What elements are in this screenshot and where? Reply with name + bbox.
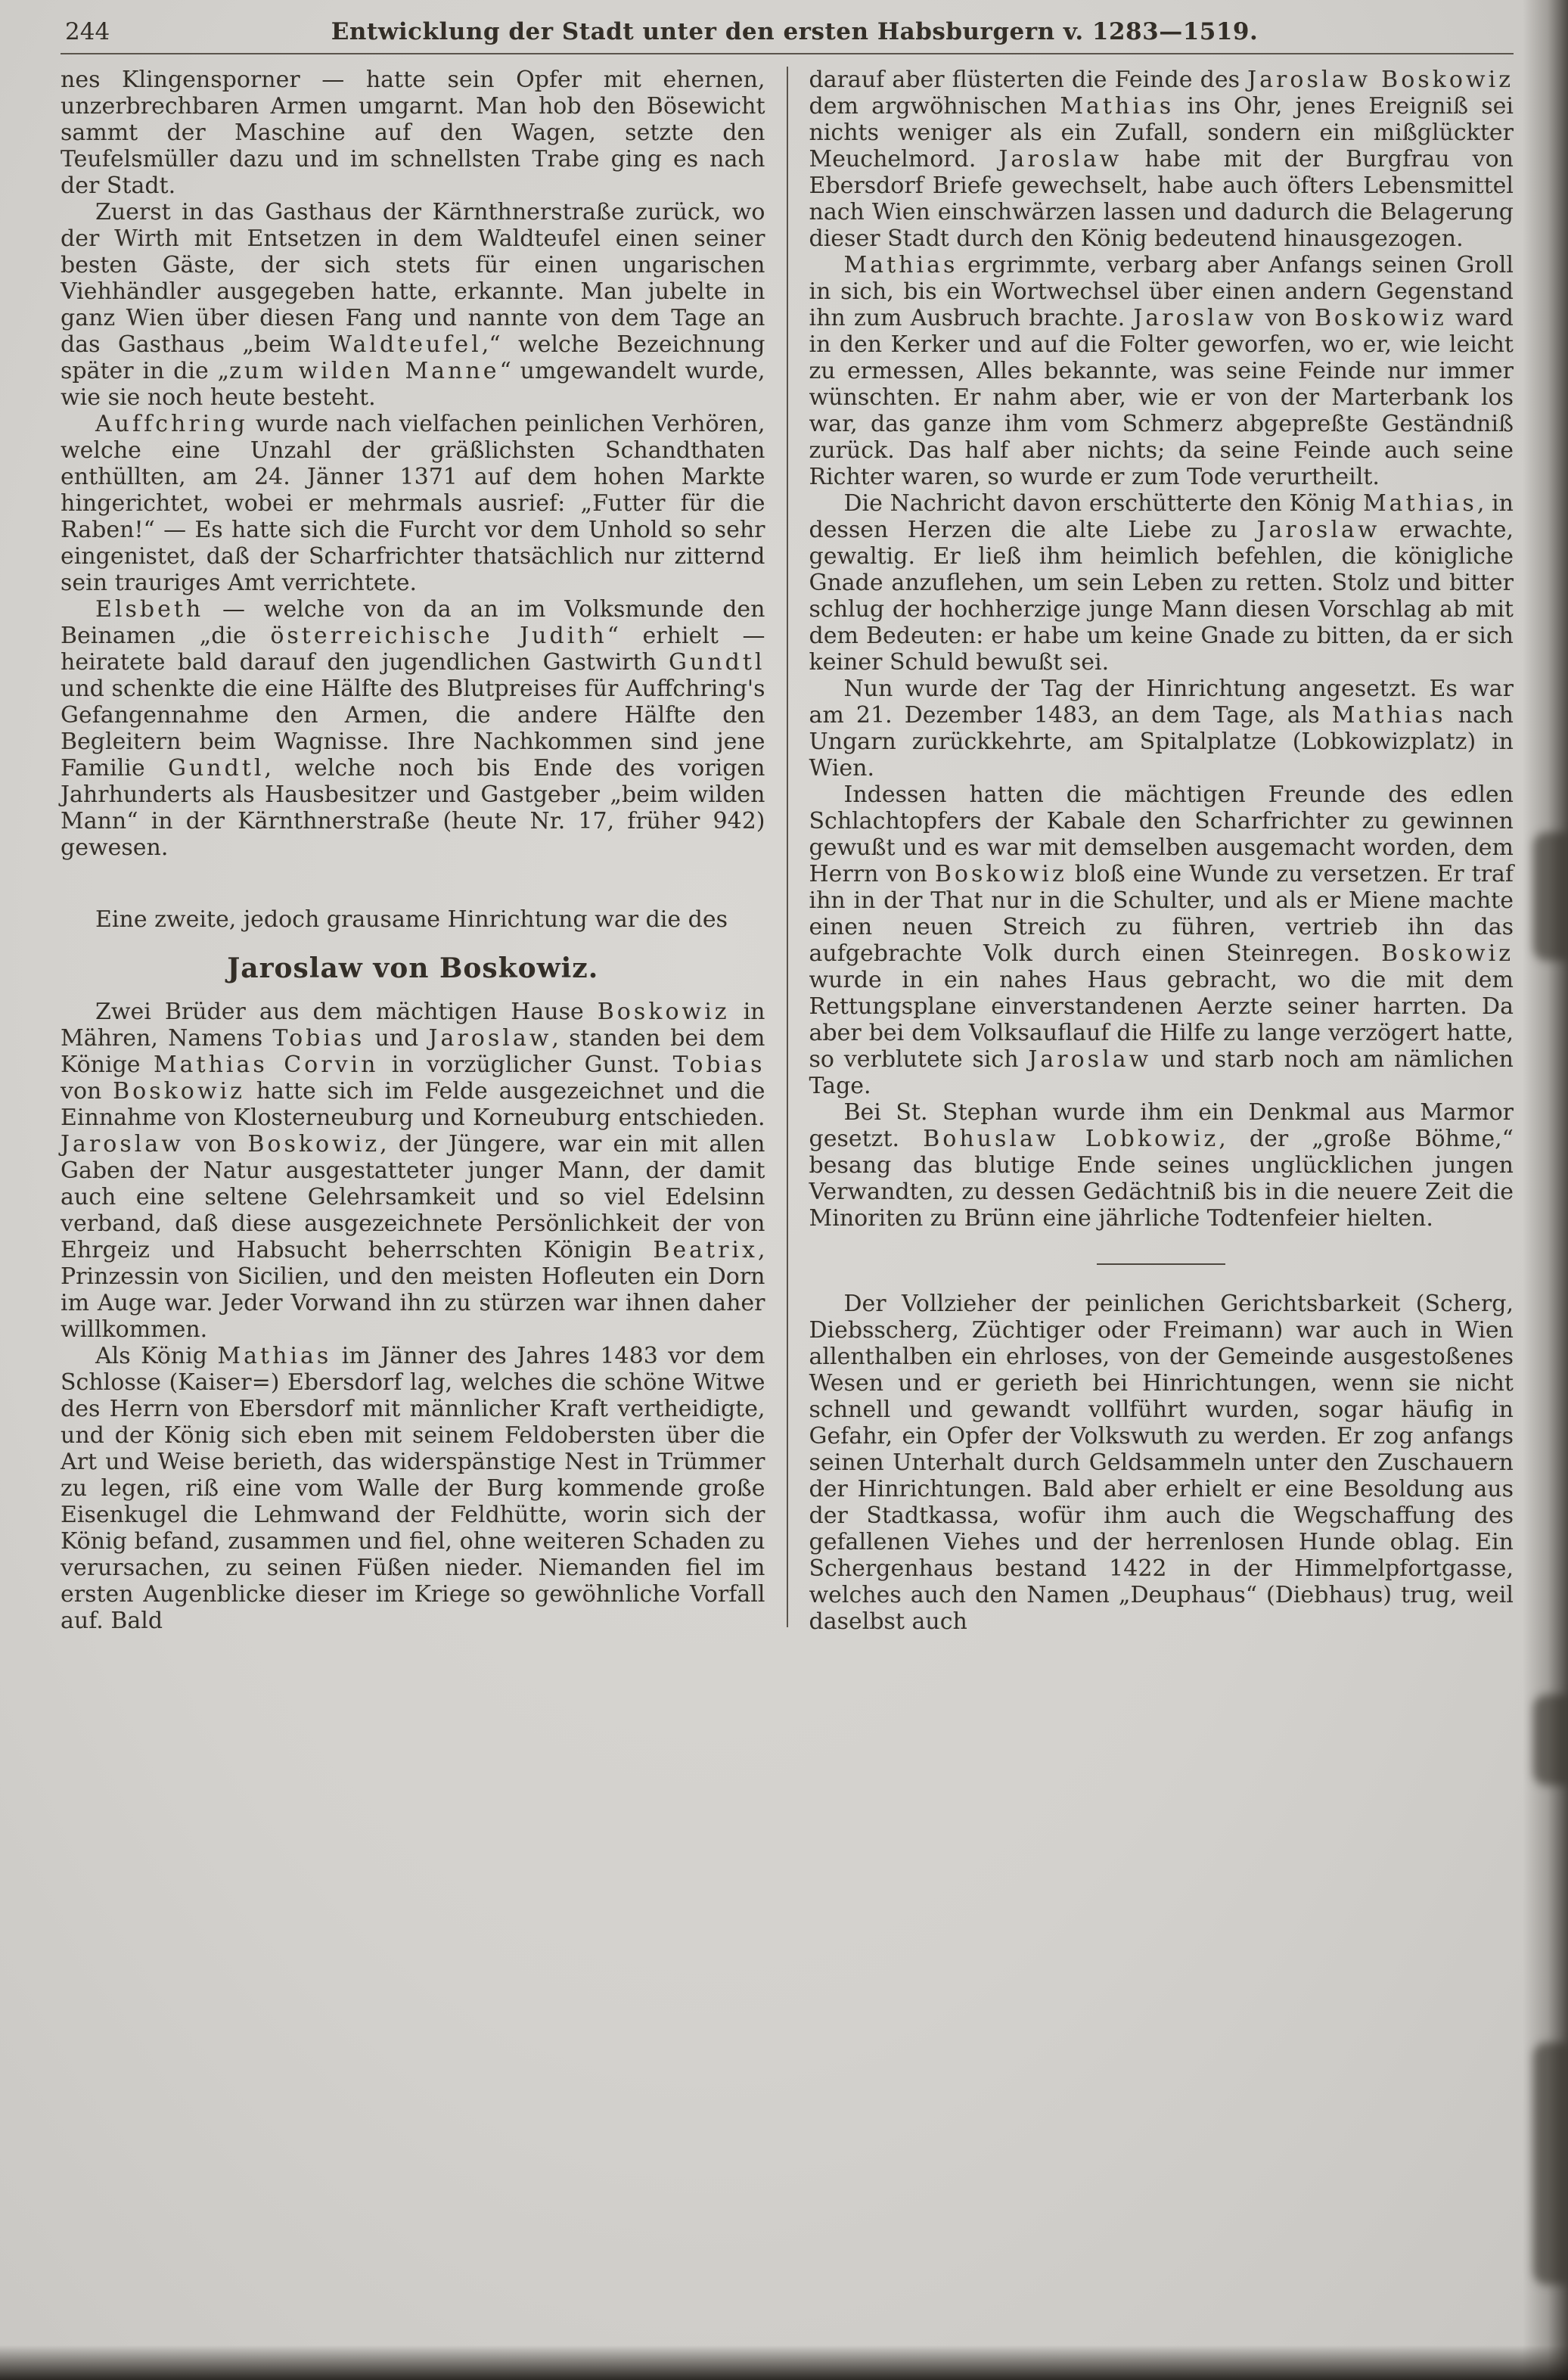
emphasized-name: österreichische Judith bbox=[270, 623, 607, 649]
emphasized-name: Jaroslaw bbox=[998, 146, 1122, 172]
emphasized-name: Boskowiz bbox=[934, 861, 1067, 887]
paragraph: nes Klingensporner — hatte sein Opfer mit ehernen, unzerbrechbaren Armen umgarnt. Man hob den Bösewicht sammt der Maschine auf den Wagen, setzte den Teufelsmüller dazu und im schnellsten Trabe ging es nach der Stadt. bbox=[61, 67, 765, 199]
paragraph: Eine zweite, jedoch grausame Hinrichtung war die des bbox=[95, 906, 728, 933]
emphasized-name: Auffchring bbox=[95, 411, 248, 437]
emphasized-name: Jaroslaw bbox=[1028, 1046, 1152, 1073]
emphasized-name: Boskowiz bbox=[1314, 305, 1447, 331]
page-number: 244 bbox=[65, 18, 110, 45]
paragraph: Bei St. Stephan wurde ihm ein Denkmal aus Marmor gesetzt. Bohuslaw Lobkowiz, der „große Böhme,“ besang das blutige Ende seines unglücklichen jungen Verwandten, zu dessen Gedächtniß bis in die neuere Zeit die Minoriten zu Brünn eine jährliche Todtenfeier hielten. bbox=[809, 1099, 1514, 1232]
emphasized-name: Tobias bbox=[672, 1052, 765, 1078]
emphasized-name: Jaroslaw bbox=[61, 1131, 184, 1157]
emphasized-name: Gundtl bbox=[168, 755, 265, 781]
emphasized-name: Jaroslaw Boskowiz bbox=[1247, 67, 1514, 93]
section-heading: Jaroslaw von Boskowiz. bbox=[227, 952, 599, 984]
emphasized-name: Gundtl bbox=[669, 649, 765, 676]
paragraph: darauf aber flüsterten die Feinde des Jaroslaw Boskowiz dem argwöhnischen Mathias ins Ohr, jenes Ereigniß sei nichts weniger als ein Zufall, sondern ein mißglückter Meuchelmord. Jaroslaw habe mit der Burgfrau von Ebersdorf Briefe gewechselt, habe auch öfters Lebensmittel nach Wien einschwärzen lassen und dadurch die Belagerung dieser Stadt durch den König bedeutend hinausgezogen. bbox=[809, 67, 1514, 252]
scan-blotch bbox=[1533, 1695, 1568, 1785]
emphasized-name: Mathias bbox=[1060, 93, 1175, 120]
emphasized-name: Mathias Corvin bbox=[153, 1052, 379, 1078]
page-header bbox=[61, 15, 1514, 54]
emphasized-name: Waldteufel bbox=[328, 331, 482, 358]
paragraph-spacer bbox=[61, 861, 765, 906]
emphasized-name: Elsbeth bbox=[95, 596, 204, 623]
paragraph: Zuerst in das Gasthaus der Kärnthnerstraße zurück, wo der Wirth mit Entsetzen in dem Waldteufel einen seiner besten Gäste, der sich stets für einen ungarischen Viehhändler ausgegeben hatte, erkannte. Man jubelte in ganz Wien über diesen Fang und nannte von dem Tage an das Gasthaus „beim Waldteufel,“ welche Bezeichnung später in die „zum wilden Manne“ umgewandelt wurde, wie sie noch heute besteht. bbox=[61, 199, 765, 411]
emphasized-name: zum wilden Manne bbox=[229, 358, 500, 384]
emphasized-name: Bohuslaw Lobkowiz bbox=[923, 1126, 1219, 1152]
emphasized-name: Mathias bbox=[1362, 490, 1477, 517]
paragraph: Zwei Brüder aus dem mächtigen Hause Boskowiz in Mähren, Namens Tobias und Jaroslaw, standen bei dem Könige Mathias Corvin in vorzüglicher Gunst. Tobias von Boskowiz hatte sich im Felde ausgezeichnet und die Einnahme von Klosterneuburg und Korneuburg entschieden. Jaroslaw von Boskowiz, der Jüngere, war ein mit allen Gaben der Natur ausgestatteter junger Mann, der damit auch eine seltene Gelehrsamkeit und so viel Edelsinn verband, daß diese ausgezeichnete Persönlichkeit der von Ehrgeiz und Habsucht beherrschten Königin Beatrix, Prinzessin von Sicilien, und den meisten Hofleuten ein Dorn im Auge war. Jeder Vorwand ihn zu stürzen war ihnen daher willkommen. bbox=[61, 999, 765, 1343]
emphasized-name: Boskowiz bbox=[597, 999, 730, 1025]
paragraph: Die Nachricht davon erschütterte den König Mathias, in dessen Herzen die alte Liebe zu Jaroslaw erwachte, gewaltig. Er ließ ihm heimlich befehlen, die königliche Gnade anzuflehen, um sein Leben zu retten. Stolz und bitter schlug der hochherzige junge Mann diesen Vorschlag ab mit dem Bedeuten: er habe um keine Gnade zu bitten, da er sich keiner Schuld bewußt sei. bbox=[809, 490, 1514, 676]
emphasized-name: Mathias bbox=[843, 252, 958, 278]
text-columns bbox=[61, 54, 1514, 1635]
emphasized-name: Jaroslaw bbox=[1256, 517, 1380, 543]
emphasized-name: Mathias bbox=[217, 1343, 332, 1369]
paragraph: Nun wurde der Tag der Hinrichtung angesetzt. Es war am 21. Dezember 1483, an dem Tage, als Mathias nach Ungarn zurückkehrte, am Spitalplatze (Lobkowizplatz) in Wien. bbox=[809, 676, 1514, 781]
paragraph: Auffchring wurde nach vielfachen peinlichen Verhören, welche eine Unzahl der gräßlichsten Schandthaten enthüllten, am 24. Jänner 1371 auf dem hohen Markte hingerichtet, wobei er mehrmals ausrief: „Futter für die Raben!“ — Es hatte sich die Furcht vor dem Unhold so sehr eingenistet, daß der Scharfrichter thatsächlich nur zitternd sein trauriges Amt verrichtete. bbox=[61, 411, 765, 596]
emphasized-name: Jaroslaw bbox=[428, 1025, 552, 1052]
emphasized-name: Beatrix bbox=[653, 1237, 758, 1263]
emphasized-name: Tobias bbox=[272, 1025, 365, 1052]
emphasized-name: Boskowiz bbox=[1381, 940, 1514, 967]
scan-shadow-bottom-edge bbox=[0, 2345, 1568, 2380]
paragraph: Als König Mathias im Jänner des Jahres 1483 vor dem Schlosse (Kaiser=) Ebersdorf lag, welches die schöne Witwe des Herrn von Ebersdorf mit männlicher Kraft vertheidigte, und der König sich eben mit seinem Feldobersten über die Art und Weise berieth, das widerspänstige Nest in Trümmer zu legen, riß eine vom Walle der Burg kommende große Eisenkugel die Lehmwand der Feldhütte, worin sich der König befand, zusammen und fiel, ohne weiteren Schaden zu verursachen, zu seinen Füßen nieder. Niemanden fiel im ersten Augenblicke dieser im Kriege so gewöhnliche Vorfall auf. Bald bbox=[61, 1343, 765, 1634]
emphasized-name: Jaroslaw bbox=[1133, 305, 1257, 331]
paragraph: Indessen hatten die mächtigen Freunde des edlen Schlachtopfers der Kabale den Scharfrichter zu gewinnen gewußt und es war mit demselben ausgemacht worden, dem Herrn von Boskowiz bloß eine Wunde zu versetzen. Er traf ihn in der That nur in die Schulter, und als er Miene machte einen neuen Streich zu führen, vertrieb ihn das aufgebrachte Volk durch einen Steinregen. Boskowiz wurde in ein nahes Haus gebracht, wo die mit dem Rettungsplane einverstandenen Aerzte seiner harrten. Da aber bei dem Volksauflauf die Hilfe zu lange verzögert hatte, so verblutete sich Jaroslaw und starb noch am nämlichen Tage. bbox=[809, 781, 1514, 1099]
paragraph: Elsbeth — welche von da an im Volksmunde den Beinamen „die österreichische Judith“ erhielt — heiratete bald darauf den jugendlichen Gastwirth Gundtl und schenkte die eine Hälfte des Blutpreises für Auffchring's Gefangennahme den Armen, die andere Hälfte den Begleitern beim Wagnisse. Ihre Nachkommen sind jene Familie Gundtl, welche noch bis Ende des vorigen Jahrhunderts als Hausbesitzer und Gastgeber „beim wilden Mann“ in der Kärnthnerstraße (heute Nr. 17, früher 942) gewesen. bbox=[61, 596, 765, 861]
running-header-title: Entwicklung der Stadt unter den ersten Habsburgern v. 1283—1519. bbox=[331, 18, 1259, 45]
section-divider-rule bbox=[1097, 1263, 1225, 1265]
paragraph: Der Vollzieher der peinlichen Gerichtsbarkeit (Scherg, Diebsscherg, Züchtiger oder Freimann) war auch in Wien allenthalben ein ehrloses, von der Gemeinde ausgestoßenes Wesen und er gerieth bei Hinrichtungen, wenn sie nicht schnell und gewandt vollführt wurden, sogar häufig in Gefahr, ein Opfer der Volkswuth zu werden. Er zog anfangs seinen Unterhalt durch Geldsammeln unter den Zuschauern der Hinrichtungen. Bald aber erhielt er eine Besoldung aus der Stadtkassa, wofür ihm auch die Wegschaffung des gefallenen Viehes und der herrenlosen Hunde oblag. Ein Schergenhaus bestand 1422 in der Himmelpfortgasse, welches auch den Namen „Deuphaus“ (Diebhaus) trug, weil daselbst auch bbox=[809, 1291, 1514, 1635]
emphasized-name: Mathias bbox=[1331, 702, 1446, 729]
emphasized-name: Boskowiz bbox=[247, 1131, 380, 1157]
emphasized-name: Boskowiz bbox=[113, 1078, 245, 1105]
left-column bbox=[61, 67, 787, 1635]
paragraph: Mathias ergrimmte, verbarg aber Anfangs seinen Groll in sich, bis ein Wortwechsel über einen andern Gegenstand ihn zum Ausbruch brachte. Jaroslaw von Boskowiz ward in den Kerker und auf die Folter geworfen, wo er, wie leicht zu ermessen, Alles bekannte, was seine Feinde nur immer wünschten. Er nahm aber, wie er von der Marterbank los war, das ganze ihm vom Schmerz abgepreßte Geständniß zurück. Das half aber nichts; da seine Feinde auch seine Richter waren, so wurde er zum Tode verurtheilt. bbox=[809, 252, 1514, 490]
right-column bbox=[788, 67, 1514, 1635]
scan-blotch bbox=[1533, 2043, 1568, 2285]
